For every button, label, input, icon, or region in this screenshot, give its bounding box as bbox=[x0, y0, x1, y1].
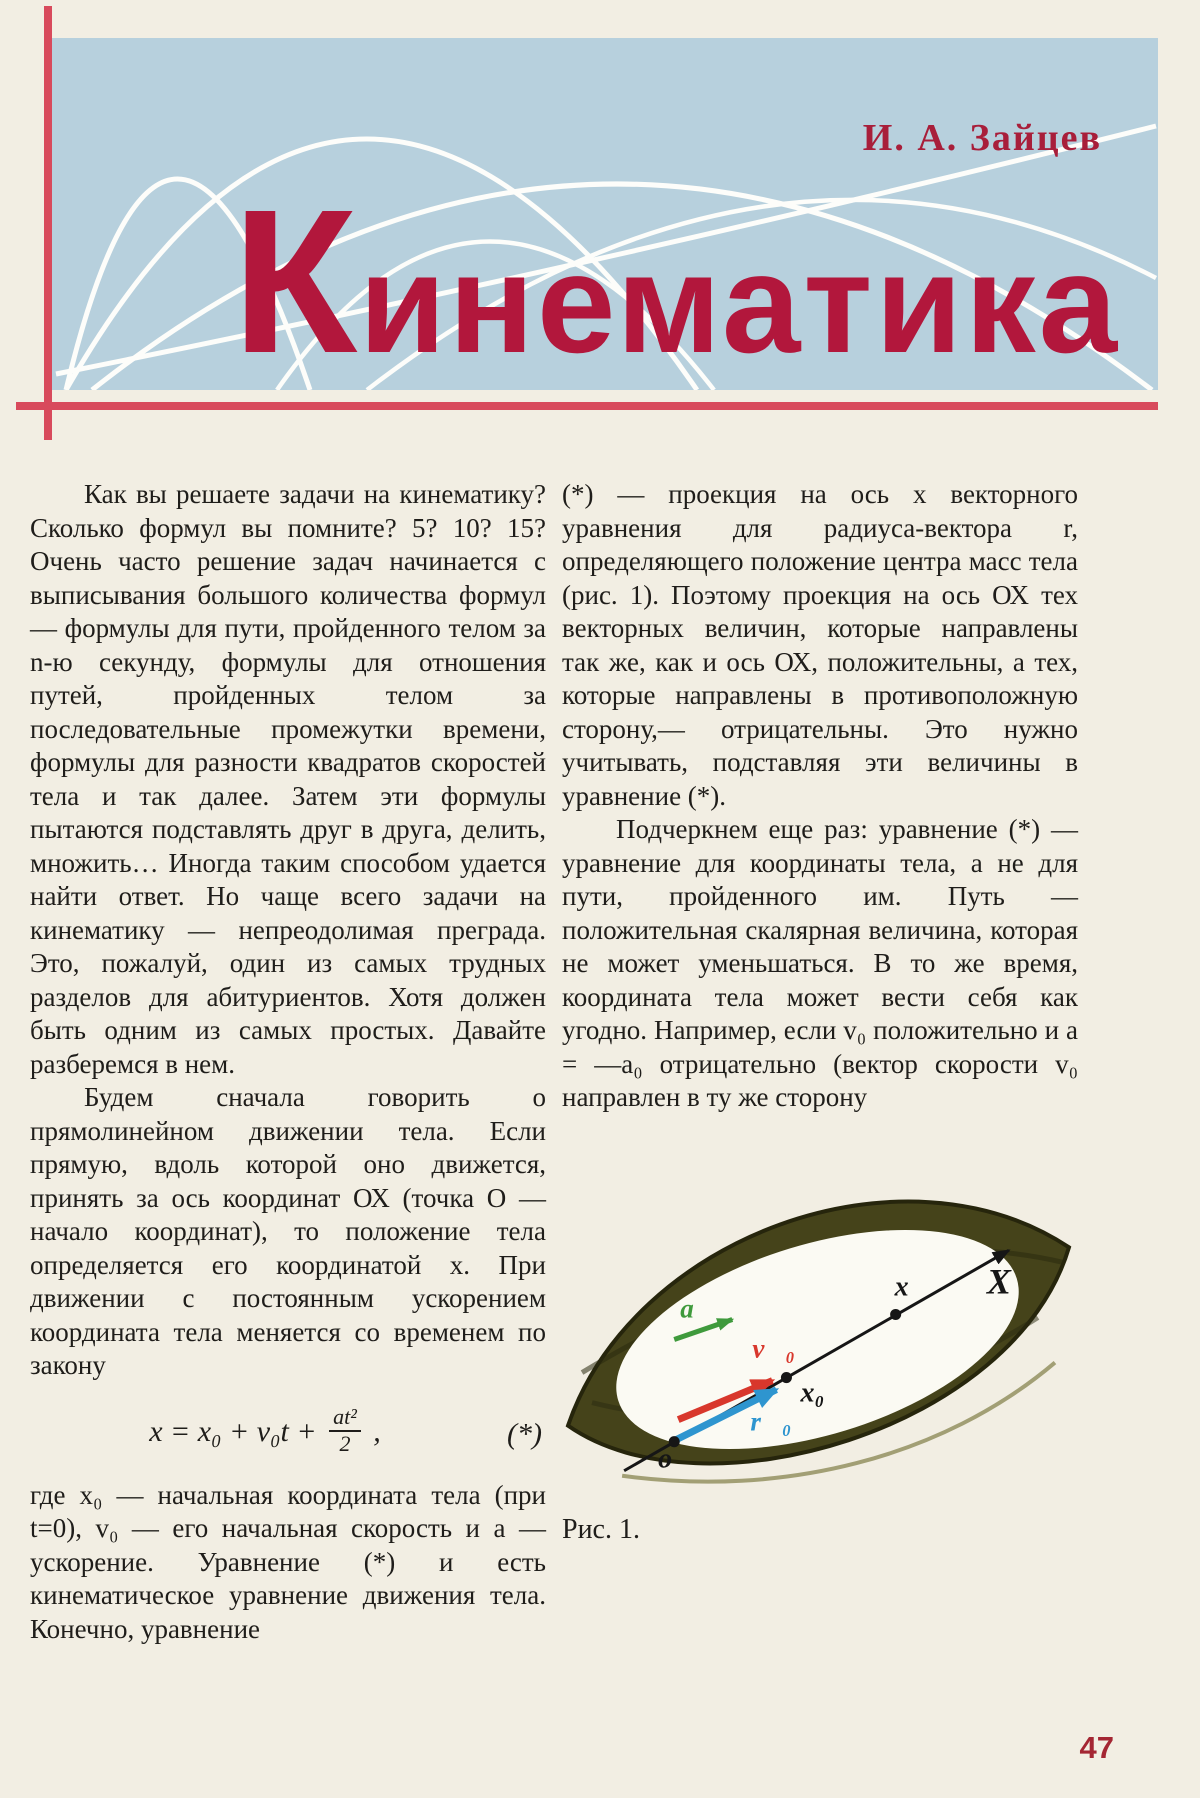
left-column bbox=[30, 478, 546, 1646]
red-axis-vertical bbox=[44, 6, 52, 440]
kinematics-equation bbox=[30, 1405, 546, 1463]
radius-vector-label: r⃗₀ bbox=[750, 1406, 792, 1437]
title-rest: инематика bbox=[359, 224, 1121, 382]
figure-1 bbox=[562, 1167, 1078, 1513]
page-title bbox=[232, 167, 1121, 390]
x0-point bbox=[781, 1372, 792, 1383]
paragraph-intro: Как вы решаете задачи на кинематику? Сколько формул вы помните? 5? 10? 15? Очень часто решение задач начинается с выписывания большого количества формул — формулы для пути, пройденного телом за n-ю секунду, формулы для отношения путей, пройденных телом за последовательные промежутки времени, формулы для разности квадратов скоростей тела и так далее. Затем эти формулы пытаются подставлять друг в друга, делить, множить… Иногда таким способом удается найти ответ. Но чаще всего задачи на кинематику — непреодолимая преграда. Это, пожалуй, один из самых трудных разделов для абитуриентов. Хотя должен быть одним из самых простых. Давайте разберемся в нем. bbox=[30, 479, 546, 1079]
equation-fraction bbox=[329, 1405, 361, 1457]
fraction-numerator: at² bbox=[329, 1405, 361, 1433]
axis-label: X bbox=[986, 1260, 1011, 1301]
equation-comma: , bbox=[373, 1414, 381, 1448]
fraction-denominator: 2 bbox=[339, 1431, 351, 1457]
velocity-label: v⃗₀ bbox=[752, 1333, 795, 1364]
article-body bbox=[30, 478, 1078, 1646]
paragraph-setup: Будем сначала говорить о прямолинейном движении тела. Если прямую, вдоль которой оно движется, принять за ось координат ОХ (точка О — начало координат), то положение тела определяется его координатой x. При движении с постоянным ускорением координата тела меняется со временем по закону bbox=[30, 1082, 546, 1380]
paragraph-emphasis: Подчеркнем еще раз: уравнение (*) — уравнение для координаты тела, а не для пути, пройденного им. Путь — положительная скалярная величина, которая не может уменьшаться. В то же время, координата тела может вести себя как угодно. Например, если v₀ положительно и a = —a₀ отрицательно (вектор скорости v₀ направлен в ту же сторону bbox=[562, 814, 1078, 1112]
right-column bbox=[562, 478, 1078, 1646]
red-axis-horizontal bbox=[16, 402, 1158, 410]
origin-label: o bbox=[658, 1443, 673, 1475]
figure-caption: Рис. 1. bbox=[562, 1513, 640, 1545]
title-initial-letter: К bbox=[232, 167, 360, 390]
paragraph-projection: (*) — проекция на ось x векторного уравнения для радиуса-вектора r, определяющего положение центра масс тела (рис. 1). Поэтому проекция на ось ОХ тех векторных величин, которые направлены так же, как и ось ОХ, положительны, а тех, которые направлены в противоположную сторону,— отрицательны. Это нужно учитывать, подставляя эти величины в уравнение (*). bbox=[562, 479, 1078, 811]
acceleration-label: a⃗ bbox=[680, 1292, 715, 1323]
x-label: x bbox=[894, 1270, 909, 1302]
x-point bbox=[890, 1308, 901, 1319]
equation-lhs: x = x₀ + v₀t + bbox=[149, 1414, 317, 1448]
page-number: 47 bbox=[1079, 1730, 1114, 1765]
equation-star-tag: (*) bbox=[507, 1416, 542, 1450]
paragraph-definitions: где x₀ — начальная координата тела (при t=0), v₀ — его начальная скорость и a — ускорение. Уравнение (*) и есть кинематическое уравнение движения тела. Конечно, уравнение bbox=[30, 1479, 546, 1644]
x0-label: x₀ bbox=[800, 1377, 825, 1409]
author-name: И. А. Зайцев bbox=[862, 117, 1102, 159]
header-banner bbox=[52, 38, 1158, 390]
figure-1-canvas bbox=[562, 1167, 1078, 1513]
